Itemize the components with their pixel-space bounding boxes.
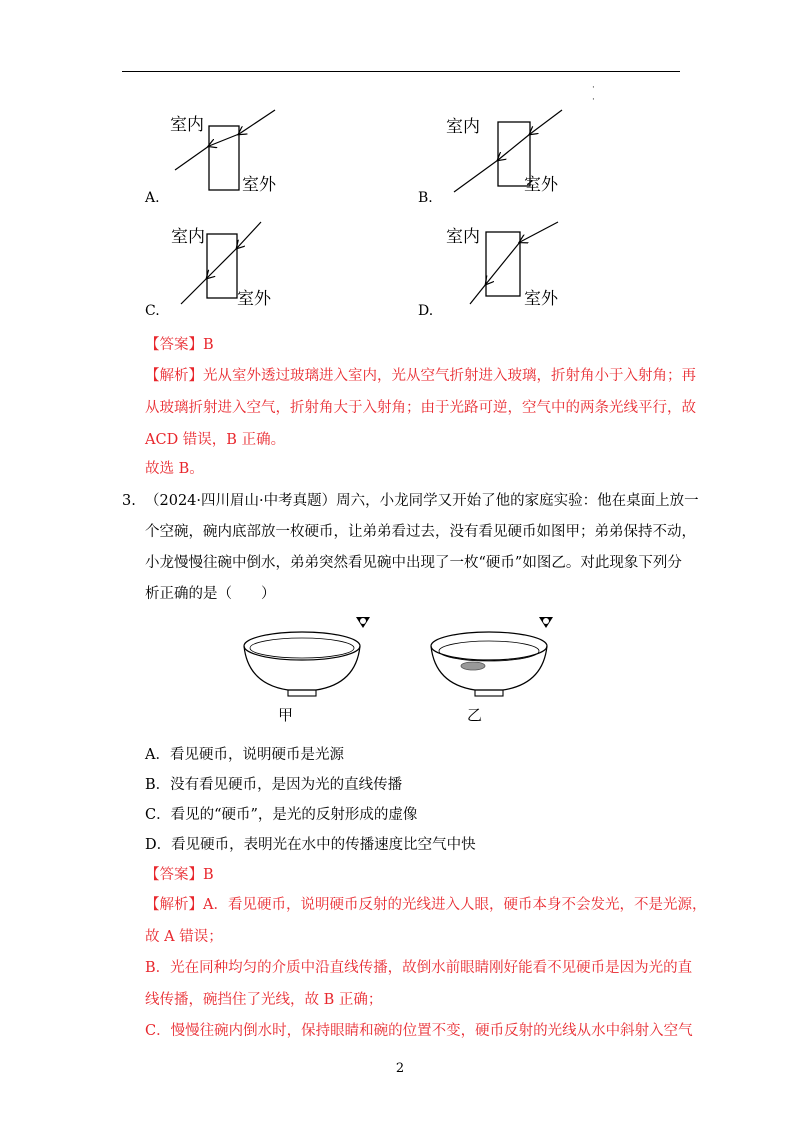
outdoor-label: 室外 [242, 175, 276, 193]
answer-tag: 【答案】 [145, 867, 203, 883]
option-b-label: B. [418, 190, 433, 206]
answer-2 [145, 865, 214, 885]
explain-text: 光从室外透过玻璃进入室内，光从空气折射进入玻璃，折射角小于入射角；再 [203, 368, 696, 384]
fig-label-yi: 乙 [467, 706, 483, 723]
answer-1 [145, 335, 214, 355]
conclusion-1: 故选 B。 [145, 461, 204, 477]
explain-tag: 【解析】 [145, 368, 203, 384]
question-3-option-d: D．看见硬币，表明光在水中的传播速度比空气中快 [145, 837, 476, 853]
question-3-option-a: A．看见硬币，说明硬币是光源 [145, 747, 344, 763]
indoor-label: 室内 [446, 227, 480, 247]
question-3-line-3: 小龙慢慢往碗中倒水，弟弟突然看见碗中出现了一枚“硬币”如图乙。对此现象下列分 [145, 555, 682, 571]
answer-value: B [203, 337, 214, 353]
header-rule [122, 71, 680, 72]
answer-tag: 【答案】 [145, 337, 203, 353]
answer-value: B [203, 867, 214, 883]
outdoor-label: 室外 [237, 289, 271, 309]
option-b-diagram [440, 108, 570, 198]
indoor-label: 室内 [171, 227, 205, 247]
option-d-diagram [440, 220, 570, 310]
question-3-number: 3. [122, 493, 136, 509]
explain-2-line-3: B．光在同种均匀的介质中沿直线传播，故倒水前眼睛刚好能看不见硬币是因为光的直 [145, 960, 693, 976]
question-3-option-b: B．没有看见硬币，是因为光的直线传播 [145, 777, 403, 793]
explain-2-line-2: 故 A 错误； [145, 929, 223, 945]
bowl-figure-jia [240, 608, 370, 723]
explain-2-line-1 [145, 895, 706, 915]
outdoor-label: 室外 [524, 175, 558, 195]
explain-tag: 【解析】 [145, 897, 203, 913]
explain-text: A．看见硬币，说明硬币反射的光线进入人眼，硬币本身不会发光，不是光源， [203, 897, 707, 913]
option-a-label: A. [145, 190, 160, 206]
indoor-label: 室内 [446, 117, 480, 137]
question-3-line-4: 析正确的是（ ） [145, 586, 276, 602]
explain-2-line-5: C．慢慢往碗内倒水时，保持眼睛和碗的位置不变，硬币反射的光线从水中斜射入空气 [145, 1023, 693, 1039]
explain-1-line-1 [145, 366, 696, 386]
question-3-option-c: C．看见的“硬币”，是光的反射形成的虚像 [145, 807, 418, 823]
explain-1-line-3: ACD 错误，B 正确。 [145, 432, 286, 448]
page-number: 2 [395, 1061, 405, 1076]
coin-icon [461, 662, 485, 670]
explain-2-line-4: 线传播，碗挡住了光线，故 B 正确； [145, 992, 383, 1008]
fig-label-jia: 甲 [278, 706, 294, 723]
eye-icon [356, 617, 370, 628]
option-d-label: D. [418, 303, 434, 319]
bowl-figure-yi [425, 608, 560, 723]
outdoor-label: 室外 [524, 289, 558, 309]
eye-icon [539, 617, 553, 628]
indoor-label: 室内 [170, 115, 204, 135]
question-3-line-2: 个空碗，碗内底部放一枚硬币，让弟弟看过去，没有看见硬币如图甲；弟弟保持不动， [145, 524, 696, 540]
option-c-label: C. [145, 303, 160, 319]
explain-1-line-2: 从玻璃折射进入空气，折射角大于入射角；由于光路可逆，空气中的两条光线平行，故 [145, 400, 696, 416]
question-3-line-1: （2024·四川眉山·中考真题）周六，小龙同学又开始了他的家庭实验：他在桌面上放一 [145, 493, 699, 509]
option-a-diagram [165, 108, 285, 193]
option-c-diagram [165, 220, 285, 310]
corner-dots: · · [592, 83, 595, 105]
